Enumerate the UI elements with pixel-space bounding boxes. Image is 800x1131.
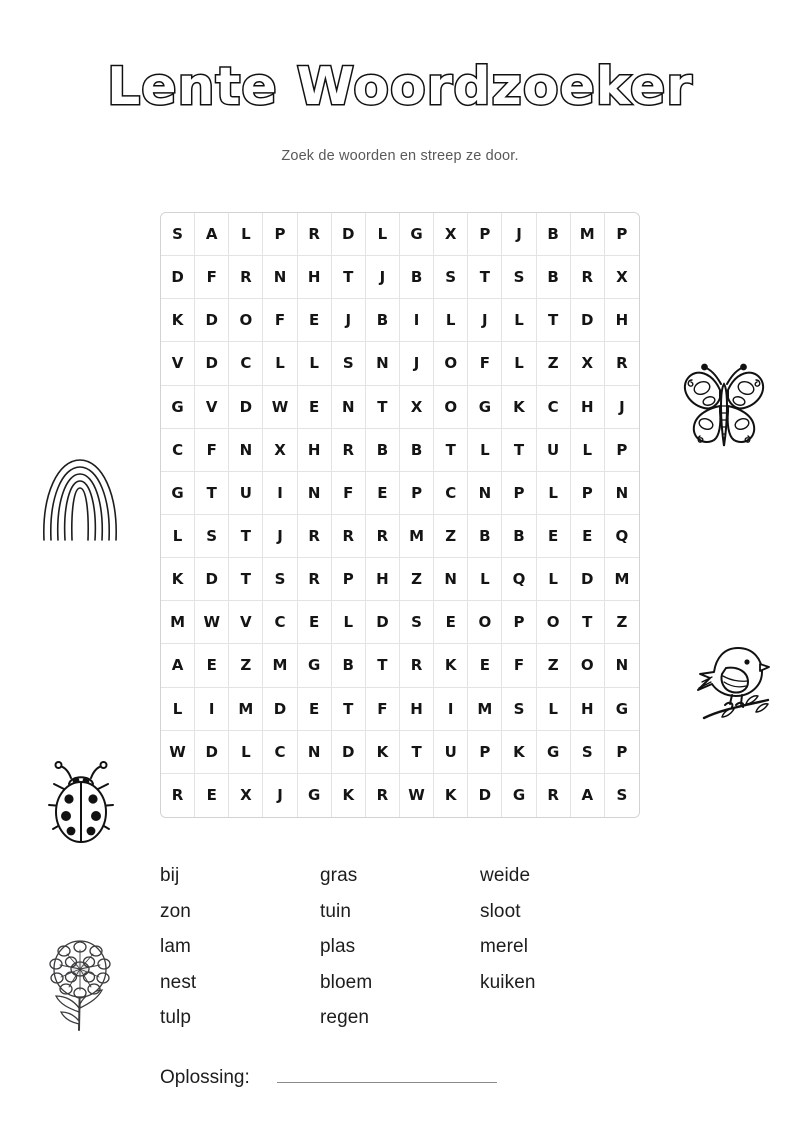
grid-cell[interactable]: T: [229, 558, 263, 601]
grid-cell[interactable]: S: [332, 342, 366, 385]
word-list-item[interactable]: plas: [320, 936, 356, 957]
grid-cell[interactable]: M: [605, 558, 639, 601]
grid-cell[interactable]: P: [468, 213, 502, 256]
grid-cell[interactable]: R: [298, 558, 332, 601]
grid-cell[interactable]: B: [537, 256, 571, 299]
grid-cell[interactable]: J: [263, 515, 297, 558]
grid-cell[interactable]: G: [161, 386, 195, 429]
grid-cell[interactable]: W: [263, 386, 297, 429]
grid-cell[interactable]: U: [434, 731, 468, 774]
grid-cell[interactable]: F: [366, 688, 400, 731]
grid-cell[interactable]: N: [605, 472, 639, 515]
grid-cell[interactable]: L: [298, 342, 332, 385]
grid-cell[interactable]: L: [502, 299, 536, 342]
grid-cell[interactable]: E: [298, 601, 332, 644]
grid-cell[interactable]: L: [468, 558, 502, 601]
word-list: [160, 858, 640, 1036]
grid-cell[interactable]: R: [298, 213, 332, 256]
grid-cell[interactable]: E: [298, 688, 332, 731]
word-list-item[interactable]: zon: [160, 900, 191, 922]
grid-cell[interactable]: E: [571, 515, 605, 558]
grid-cell[interactable]: R: [298, 515, 332, 558]
grid-cell[interactable]: B: [332, 644, 366, 687]
grid-cell[interactable]: T: [537, 299, 571, 342]
grid-cell[interactable]: O: [434, 386, 468, 429]
grid-cell[interactable]: R: [400, 644, 434, 687]
grid-cell[interactable]: F: [332, 472, 366, 515]
word-list-item[interactable]: lam: [160, 936, 191, 957]
grid-cell[interactable]: G: [537, 731, 571, 774]
grid-cell[interactable]: H: [298, 429, 332, 472]
grid-cell[interactable]: B: [366, 429, 400, 472]
word-list-item[interactable]: tulp: [160, 1007, 192, 1028]
grid-cell[interactable]: E: [468, 644, 502, 687]
grid-cell[interactable]: H: [605, 299, 639, 342]
grid-cell[interactable]: O: [571, 644, 605, 687]
grid-cell[interactable]: U: [537, 429, 571, 472]
dandelion-illustration: [40, 938, 120, 1034]
grid-cell[interactable]: P: [468, 731, 502, 774]
page-subtitle: Zoek de woorden en streep ze door.: [281, 148, 519, 164]
grid-cell[interactable]: T: [434, 429, 468, 472]
grid-cell[interactable]: G: [400, 213, 434, 256]
grid-cell[interactable]: W: [161, 731, 195, 774]
grid-cell[interactable]: R: [161, 774, 195, 817]
grid-cell[interactable]: O: [468, 601, 502, 644]
grid-cell[interactable]: G: [298, 644, 332, 687]
grid-cell[interactable]: B: [537, 213, 571, 256]
grid-cell[interactable]: N: [298, 472, 332, 515]
word-list-item[interactable]: gras: [320, 865, 358, 886]
grid-cell[interactable]: T: [366, 386, 400, 429]
grid-cell[interactable]: Z: [537, 342, 571, 385]
grid-cell[interactable]: R: [537, 774, 571, 817]
grid-cell[interactable]: N: [434, 558, 468, 601]
grid-cell[interactable]: T: [195, 472, 229, 515]
grid-cell[interactable]: T: [571, 601, 605, 644]
grid-cell[interactable]: E: [366, 472, 400, 515]
grid-cell[interactable]: E: [195, 774, 229, 817]
grid-cell[interactable]: T: [468, 256, 502, 299]
grid-cell[interactable]: T: [400, 731, 434, 774]
grid-cell[interactable]: D: [195, 342, 229, 385]
grid-cell[interactable]: L: [161, 515, 195, 558]
grid-cell[interactable]: V: [229, 601, 263, 644]
grid-cell[interactable]: L: [468, 429, 502, 472]
grid-cell[interactable]: G: [298, 774, 332, 817]
grid-cell[interactable]: L: [537, 688, 571, 731]
grid-cell[interactable]: G: [502, 774, 536, 817]
grid-cell[interactable]: T: [229, 515, 263, 558]
grid-cell[interactable]: F: [263, 299, 297, 342]
grid-cell[interactable]: P: [263, 213, 297, 256]
grid-cell[interactable]: R: [229, 256, 263, 299]
solution-label: Oplossing:: [160, 1067, 250, 1088]
grid-cell[interactable]: P: [400, 472, 434, 515]
grid-cell[interactable]: A: [195, 213, 229, 256]
solution-answer-blank[interactable]: [277, 1069, 497, 1083]
grid-cell[interactable]: T: [332, 256, 366, 299]
grid-cell[interactable]: K: [366, 731, 400, 774]
grid-cell[interactable]: P: [571, 472, 605, 515]
grid-cell[interactable]: L: [332, 601, 366, 644]
grid-cell[interactable]: D: [263, 688, 297, 731]
grid-cell[interactable]: K: [434, 644, 468, 687]
grid-cell[interactable]: S: [434, 256, 468, 299]
grid-cell[interactable]: F: [195, 256, 229, 299]
grid-cell[interactable]: B: [502, 515, 536, 558]
grid-cell[interactable]: I: [263, 472, 297, 515]
grid-cell[interactable]: S: [605, 774, 639, 817]
grid-cell[interactable]: Q: [502, 558, 536, 601]
grid-cell[interactable]: L: [366, 213, 400, 256]
grid-cell[interactable]: S: [502, 256, 536, 299]
grid-cell[interactable]: L: [434, 299, 468, 342]
grid-cell[interactable]: Z: [229, 644, 263, 687]
grid-cell[interactable]: C: [263, 601, 297, 644]
grid-cell[interactable]: T: [366, 644, 400, 687]
grid-cell[interactable]: O: [434, 342, 468, 385]
word-list-column: [480, 858, 640, 1036]
grid-cell[interactable]: I: [195, 688, 229, 731]
grid-cell[interactable]: V: [195, 386, 229, 429]
grid-cell[interactable]: W: [400, 774, 434, 817]
grid-cell[interactable]: B: [400, 256, 434, 299]
word-list-item[interactable]: tuin: [320, 900, 352, 922]
grid-cell[interactable]: S: [571, 731, 605, 774]
grid-cell[interactable]: E: [537, 515, 571, 558]
grid-cell[interactable]: H: [400, 688, 434, 731]
grid-cell[interactable]: N: [263, 256, 297, 299]
grid-cell[interactable]: S: [195, 515, 229, 558]
grid-cell[interactable]: J: [263, 774, 297, 817]
grid-cell[interactable]: D: [571, 299, 605, 342]
grid-cell[interactable]: L: [229, 213, 263, 256]
grid-cell[interactable]: T: [502, 429, 536, 472]
grid-cell[interactable]: M: [571, 213, 605, 256]
grid-cell[interactable]: J: [502, 213, 536, 256]
grid-cell[interactable]: N: [605, 644, 639, 687]
grid-cell[interactable]: C: [537, 386, 571, 429]
grid-cell[interactable]: L: [161, 688, 195, 731]
grid-cell[interactable]: G: [468, 386, 502, 429]
word-list-item[interactable]: bij: [160, 865, 180, 886]
grid-cell[interactable]: D: [571, 558, 605, 601]
grid-cell[interactable]: V: [161, 342, 195, 385]
grid-cell[interactable]: D: [366, 601, 400, 644]
grid-cell[interactable]: T: [332, 688, 366, 731]
grid-cell[interactable]: K: [161, 558, 195, 601]
grid-cell[interactable]: H: [298, 256, 332, 299]
grid-cell[interactable]: G: [605, 688, 639, 731]
grid-cell[interactable]: Z: [537, 644, 571, 687]
grid-cell[interactable]: H: [571, 688, 605, 731]
rainbow-illustration: [38, 448, 122, 544]
grid-cell[interactable]: K: [502, 386, 536, 429]
grid-cell[interactable]: X: [571, 342, 605, 385]
word-list-item[interactable]: weide: [480, 865, 531, 886]
grid-cell[interactable]: B: [400, 429, 434, 472]
grid-cell[interactable]: F: [502, 644, 536, 687]
word-list-item[interactable]: nest: [160, 971, 197, 993]
grid-cell[interactable]: M: [229, 688, 263, 731]
grid-cell[interactable]: G: [161, 472, 195, 515]
grid-cell[interactable]: S: [400, 601, 434, 644]
grid-cell[interactable]: F: [468, 342, 502, 385]
grid-cell[interactable]: L: [571, 429, 605, 472]
grid-cell[interactable]: D: [161, 256, 195, 299]
grid-cell[interactable]: C: [263, 731, 297, 774]
grid-cell[interactable]: J: [332, 299, 366, 342]
grid-cell[interactable]: P: [605, 731, 639, 774]
grid-cell[interactable]: Q: [605, 515, 639, 558]
grid-cell[interactable]: M: [468, 688, 502, 731]
grid-cell[interactable]: Z: [400, 558, 434, 601]
grid-cell[interactable]: L: [537, 472, 571, 515]
grid-cell[interactable]: B: [366, 299, 400, 342]
word-list-item[interactable]: kuiken: [480, 971, 536, 993]
grid-cell[interactable]: H: [571, 386, 605, 429]
grid-cell[interactable]: X: [263, 429, 297, 472]
ladybug-illustration: [38, 758, 124, 850]
grid-cell[interactable]: O: [229, 299, 263, 342]
grid-cell[interactable]: I: [434, 688, 468, 731]
grid-cell[interactable]: R: [332, 515, 366, 558]
grid-cell[interactable]: R: [571, 256, 605, 299]
page-title: Lente Woordzoeker: [107, 57, 693, 117]
grid-cell[interactable]: X: [229, 774, 263, 817]
grid-cell[interactable]: P: [605, 213, 639, 256]
grid-cell[interactable]: K: [502, 731, 536, 774]
grid-cell[interactable]: W: [195, 601, 229, 644]
grid-cell[interactable]: J: [366, 256, 400, 299]
grid-cell[interactable]: A: [571, 774, 605, 817]
grid-cell[interactable]: M: [263, 644, 297, 687]
grid-cell[interactable]: K: [332, 774, 366, 817]
grid-cell[interactable]: X: [400, 386, 434, 429]
grid-cell[interactable]: L: [229, 731, 263, 774]
bird-illustration: [686, 638, 778, 724]
grid-cell[interactable]: Z: [434, 515, 468, 558]
grid-cell[interactable]: D: [195, 731, 229, 774]
grid-cell[interactable]: D: [332, 213, 366, 256]
grid-cell[interactable]: F: [195, 429, 229, 472]
grid-cell[interactable]: P: [605, 429, 639, 472]
grid-cell[interactable]: O: [537, 601, 571, 644]
grid-cell[interactable]: X: [434, 213, 468, 256]
word-list-item[interactable]: regen: [320, 1007, 370, 1028]
grid-cell[interactable]: N: [332, 386, 366, 429]
grid-cell[interactable]: R: [366, 515, 400, 558]
grid-cell[interactable]: C: [434, 472, 468, 515]
grid-cell[interactable]: R: [605, 342, 639, 385]
grid-cell[interactable]: L: [502, 342, 536, 385]
solution-row: [160, 1067, 497, 1089]
grid-cell[interactable]: P: [332, 558, 366, 601]
grid-cell[interactable]: D: [195, 299, 229, 342]
grid-cell[interactable]: S: [502, 688, 536, 731]
grid-cell[interactable]: D: [195, 558, 229, 601]
grid-cell[interactable]: D: [332, 731, 366, 774]
grid-cell[interactable]: H: [366, 558, 400, 601]
word-list-column: [160, 858, 320, 1036]
grid-cell[interactable]: N: [229, 429, 263, 472]
word-list-item[interactable]: sloot: [480, 900, 521, 922]
grid-cell[interactable]: P: [502, 601, 536, 644]
grid-cell[interactable]: P: [502, 472, 536, 515]
grid-cell[interactable]: S: [161, 213, 195, 256]
word-list-item[interactable]: merel: [480, 936, 529, 957]
grid-cell[interactable]: D: [468, 774, 502, 817]
grid-cell[interactable]: C: [229, 342, 263, 385]
grid-cell[interactable]: J: [400, 342, 434, 385]
grid-cell[interactable]: E: [298, 299, 332, 342]
grid-cell[interactable]: M: [400, 515, 434, 558]
grid-cell[interactable]: J: [468, 299, 502, 342]
grid-cell[interactable]: B: [468, 515, 502, 558]
grid-cell[interactable]: J: [605, 386, 639, 429]
grid-cell[interactable]: R: [332, 429, 366, 472]
grid-cell[interactable]: D: [229, 386, 263, 429]
word-list-item[interactable]: bloem: [320, 971, 373, 993]
word-list-column: [320, 858, 480, 1036]
grid-cell[interactable]: R: [366, 774, 400, 817]
grid-cell[interactable]: K: [434, 774, 468, 817]
butterfly-illustration: [676, 356, 772, 454]
grid-cell[interactable]: N: [366, 342, 400, 385]
grid-cell[interactable]: E: [298, 386, 332, 429]
grid-cell[interactable]: L: [537, 558, 571, 601]
grid-cell[interactable]: S: [263, 558, 297, 601]
grid-cell[interactable]: Z: [605, 601, 639, 644]
grid-cell[interactable]: L: [263, 342, 297, 385]
grid-cell[interactable]: I: [400, 299, 434, 342]
grid-cell[interactable]: M: [161, 601, 195, 644]
grid-cell[interactable]: N: [468, 472, 502, 515]
word-search-grid[interactable]: [160, 212, 640, 818]
grid-cell[interactable]: A: [161, 644, 195, 687]
grid-cell[interactable]: E: [434, 601, 468, 644]
grid-cell[interactable]: K: [161, 299, 195, 342]
grid-cell[interactable]: U: [229, 472, 263, 515]
grid-cell[interactable]: E: [195, 644, 229, 687]
grid-cell[interactable]: C: [161, 429, 195, 472]
grid-cell[interactable]: X: [605, 256, 639, 299]
grid-cell[interactable]: N: [298, 731, 332, 774]
